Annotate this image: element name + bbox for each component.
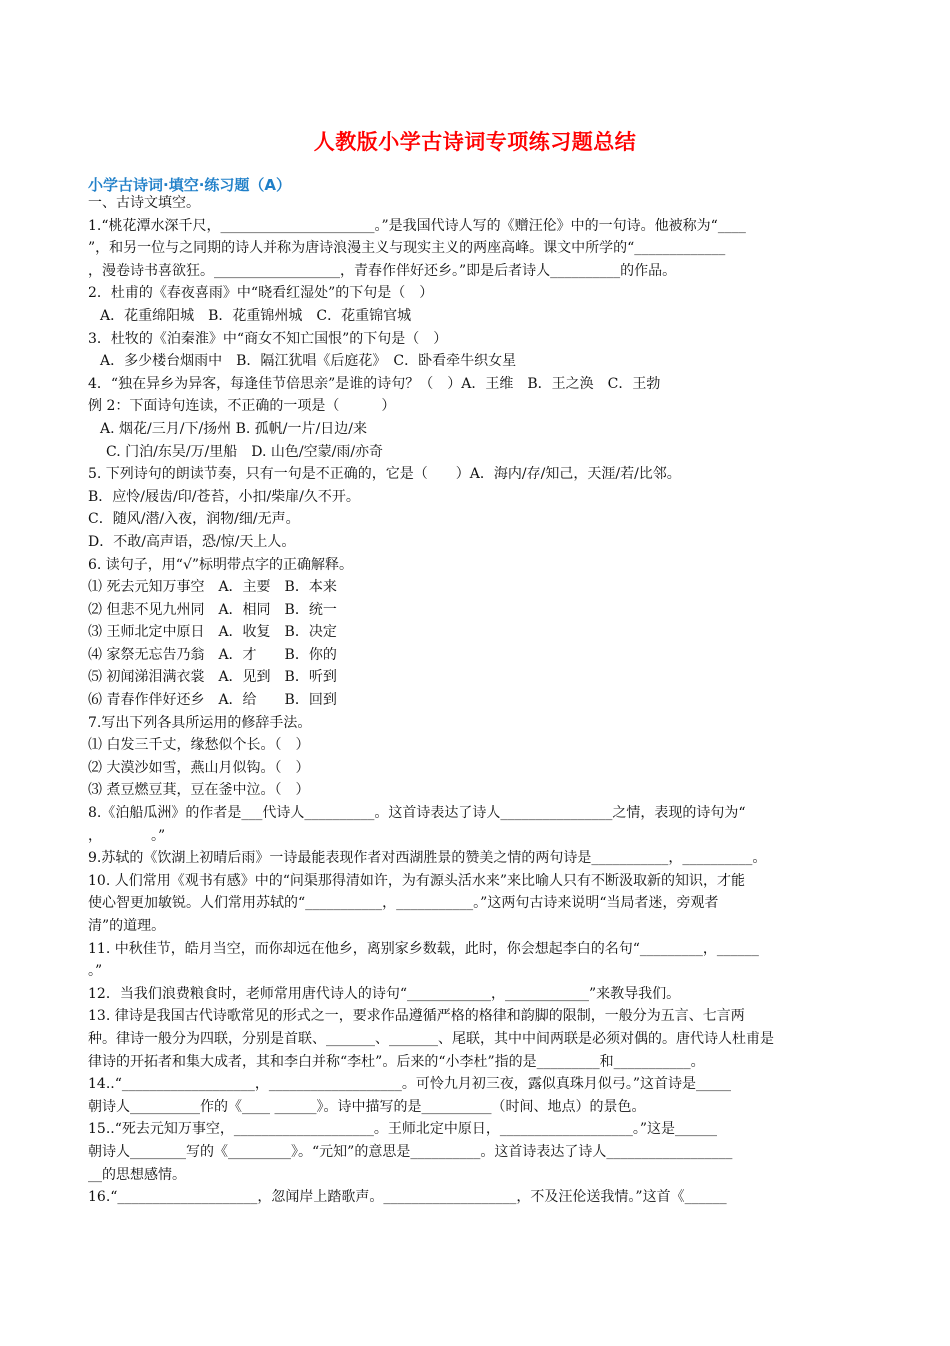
text-line: 15..“死去元知万事空，____________________。王师北定中原日，___________________。”这是______ — [88, 1121, 718, 1138]
text-line: ⑹ 青春作伴好还乡 A．给 B．回到 — [88, 692, 337, 709]
text-line: 1.“桃花潭水深千尺，______________________。”是我国代诗人写的《赠汪伦》中的一句诗。他被称为“____ — [88, 217, 746, 234]
text-line: 10. 人们常用《观书有感》中的“问渠那得清如许，为有源头活水来”来比喻人只有不断汲取新的知识，才能 — [88, 872, 746, 889]
text-line: 9.苏轼的《饮湖上初晴后雨》一诗最能表现作者对西湖胜景的赞美之情的两句诗是___________，__________。 — [88, 850, 767, 867]
page-title: 人教版小学古诗词专项练习题总结 — [313, 130, 637, 154]
text-line: ⑶ 煮豆燃豆萁，豆在釜中泣。（ ） — [88, 782, 310, 799]
text-line: C．随风/潜/入夜，润物/细/无声。 — [88, 511, 300, 528]
text-line: 朝诗人________写的《_________》。“元知”的意思是__________。这首诗表达了诗人__________________ — [88, 1143, 733, 1160]
text-line: ⑸ 初闻涕泪满衣裳 A．见到 B．听到 — [88, 669, 337, 686]
text-line: 7.写出下列各具所运用的修辞手法。 — [88, 714, 312, 731]
text-line: 种。律诗一般分为四联，分别是首联、_______、_______、尾联，其中中间两联是必须对偶的。唐代诗人杜甫是 — [88, 1030, 774, 1047]
text-line: B．应怜/屐齿/印/苍苔，小扣/柴扉/久不开。 — [88, 488, 360, 505]
text-line: 6. 读句子，用“√”标明带点字的正确解释。 — [88, 556, 354, 573]
text-line: ， 。” — [88, 827, 166, 844]
text-line: ⑴ 白发三千丈，缘愁似个长。（ ） — [88, 737, 310, 754]
text-line: ”，和另一位与之同期的诗人并称为唐诗浪漫主义与现实主义的两座高峰。课文中所学的“_____________ — [88, 240, 726, 257]
text-line: 8.《泊船瓜洲》的作者是___代诗人__________。这首诗表达了诗人________________之情，表现的诗句为“ — [88, 805, 746, 822]
text-line: 一、古诗文填空。 — [88, 195, 200, 211]
text-line: ⑵ 但悲不见九州同 A．相同 B．统一 — [88, 601, 337, 618]
text-line: 2．杜甫的《春夜喜雨》中“晓看红湿处”的下句是（ ） — [88, 285, 434, 302]
text-line: 14..“___________________，___________________。可怜九月初三夜，露似真珠月似弓。”这首诗是_____ — [88, 1076, 732, 1093]
text-line: 例 2：下面诗句连读，不正确的一项是（ ） — [88, 398, 396, 415]
text-line: 12．当我们浪费粮食时，老师常用唐代诗人的诗句“____________，____________”来教导我们。 — [88, 985, 681, 1002]
text-line: 13. 律诗是我国古代诗歌常见的形式之一，要求作品遵循严格的格律和韵脚的限制，一般分为五言、七言两 — [88, 1008, 745, 1025]
text-line: ⑴ 死去元知万事空 A．主要 B．本来 — [88, 579, 337, 596]
option-line: C. 门泊/东吴/万/里船 D. 山色/空蒙/雨/亦奇 — [106, 443, 384, 460]
text-line: 4．“独在异乡为异客，每逢佳节倍思亲”是谁的诗句？（ ）A．王维 B．王之涣 C．王勃 — [88, 375, 661, 392]
option-line: A．多少楼台烟雨中 B．隔江犹唱《后庭花》 C．卧看牵牛织女星 — [100, 353, 517, 370]
text-line: ⑵ 大漠沙如雪，燕山月似钩。（ ） — [88, 759, 310, 776]
text-line: 16.“____________________，忽闻岸上踏歌声。___________________，不及汪伦送我情。”这首《______ — [88, 1189, 727, 1206]
text-line: 律诗的开拓者和集大成者，其和李白并称“李杜”。后来的“小李杜”指的是_________和___________。 — [88, 1053, 705, 1070]
text-line: ⑶ 王师北定中原日 A．收复 B．决定 — [88, 624, 337, 641]
text-line: __的思想感情。 — [88, 1166, 186, 1183]
text-line: ⑷ 家祭无忘告乃翁 A．才 B．你的 — [88, 646, 337, 663]
section-subtitle: 小学古诗词·填空·练习题（A） — [88, 176, 292, 194]
text-line: 清”的道理。 — [88, 918, 166, 934]
text-line: 11. 中秋佳节，皓月当空，而你却远在他乡，离别家乡数载，此时，你会想起李白的名句“_________，______ — [88, 940, 759, 957]
text-line: ，漫卷诗书喜欲狂。__________________，青春作伴好还乡。”即是后者诗人__________的作品。 — [88, 262, 677, 279]
option-line: A．花重绵阳城 B．花重锦州城 C．花重锦官城 — [100, 307, 412, 324]
text-line: 朝诗人__________作的《____ ______》。诗中描写的是__________（时间、地点）的景色。 — [88, 1098, 646, 1115]
exercise-body — [88, 192, 868, 1209]
option-line: A. 烟花/三月/下/扬州 B. 孤帆/一片/日边/来 — [100, 420, 367, 437]
text-line: D．不敢/高声语，恐/惊/天上人。 — [88, 533, 296, 550]
text-line: 使心智更加敏锐。人们常用苏轼的“___________，___________。”这两句古诗来说明“当局者迷，旁观者 — [88, 895, 719, 912]
text-line: 5. 下列诗句的朗读节奏，只有一句是不正确的，它是（ ）A．海内/存/知己，天涯/若/比邻。 — [88, 466, 681, 483]
text-line: 。” — [88, 963, 103, 980]
text-line: 3．杜牧的《泊秦淮》中“商女不知亡国恨”的下句是（ ） — [88, 330, 448, 347]
